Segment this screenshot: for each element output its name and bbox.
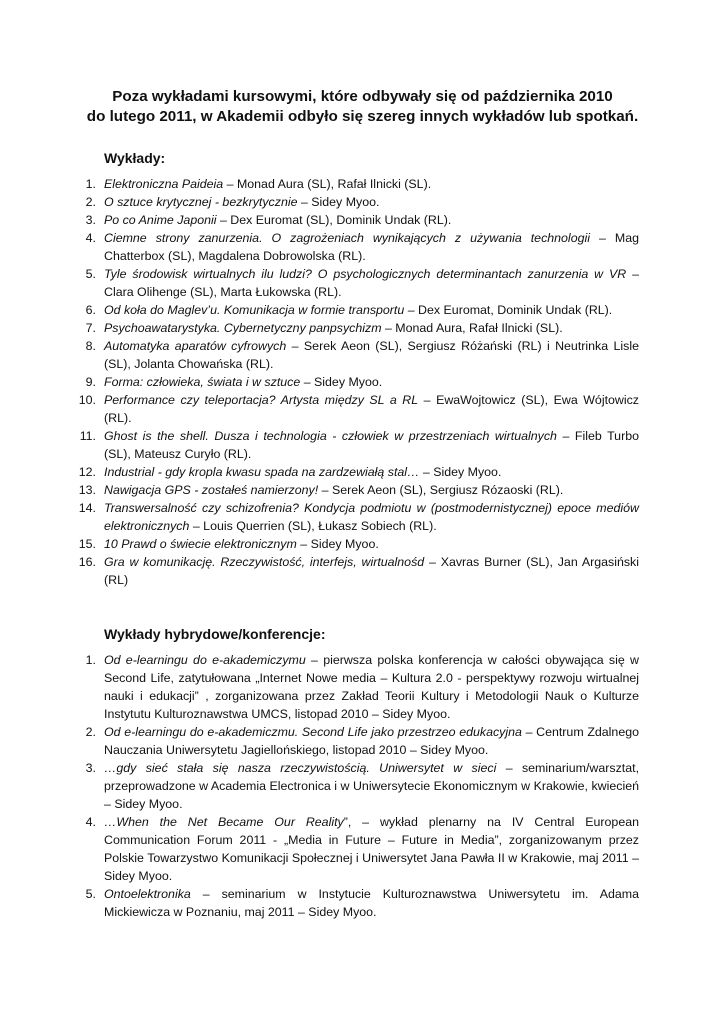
list-item-text <box>104 427 639 463</box>
item-title: …gdy sieć stała się nasza rzeczywistością. Uniwersytet w sieci <box>104 761 497 775</box>
item-details: – Xavras Burner (SL), Jan Argasiński (RL) <box>104 555 639 587</box>
item-title: Ontoelektronika <box>104 887 191 901</box>
item-title: 10 Prawd o świecie elektronicznym <box>104 537 297 551</box>
list-item-text <box>104 463 639 481</box>
list-item-number: 7. <box>85 321 96 335</box>
title-line-1: Poza wykładami kursowymi, które odbywały się od października 2010 <box>112 88 613 105</box>
list-item-number: 1. <box>85 177 96 191</box>
list-item-number: 16. <box>78 555 96 569</box>
item-title: Ciemne strony zanurzenia. O zagrożeniach wynikających z używania technologii <box>104 231 590 245</box>
list-item-number: 12. <box>78 465 96 479</box>
title-line-2: do lutego 2011, w Akademii odbyło się szereg innych wykładów lub spotkań. <box>86 108 639 125</box>
item-details: – seminarium w Instytucie Kulturoznawstwa Uniwersytetu im. Adama Mickiewicza w Poznaniu, maj 2011 – Sidey Myoo. <box>104 887 639 919</box>
list-item <box>0 723 725 759</box>
list-item <box>0 651 725 723</box>
item-title: Automatyka aparatów cyfrowych <box>104 339 287 353</box>
list-item <box>0 373 725 391</box>
list-item-text <box>104 301 639 319</box>
list-item <box>0 319 725 337</box>
list-item <box>0 813 725 885</box>
list-item <box>0 553 725 589</box>
list-item-text <box>104 337 639 373</box>
item-details: – Sidey Myoo. <box>300 375 383 389</box>
list-item-number: 15. <box>78 537 96 551</box>
list-item-text <box>104 553 639 589</box>
item-details: – Clara Olihenge (SL), Marta Łukowska (RL). <box>104 267 639 299</box>
hybrid-lectures-heading: Wykłady hybrydowe/konferencje: <box>104 626 326 642</box>
list-item <box>0 391 725 427</box>
item-title: Od koła do Maglev’u. Komunikacja w formie transportu <box>104 303 405 317</box>
item-title: …When the Net Became Our Reality <box>104 815 344 829</box>
list-item-number: 2. <box>85 725 96 739</box>
list-item-text <box>104 885 639 921</box>
item-title: Forma: człowieka, świata i w sztuce <box>104 375 301 389</box>
lectures-list <box>0 175 725 589</box>
list-item-text <box>104 499 639 535</box>
list-item-number: 1. <box>85 653 96 667</box>
list-item-text <box>104 211 639 229</box>
item-details: – Louis Querrien (SL), Łukasz Sobiech (RL). <box>189 519 437 533</box>
list-item-text <box>104 373 639 391</box>
hybrid-lectures-list <box>0 651 725 921</box>
item-title: Po co Anime Japonii <box>104 213 217 227</box>
list-item-number: 6. <box>85 303 96 317</box>
item-details: – Monad Aura (SL), Rafał Ilnicki (SL). <box>223 177 432 191</box>
list-item-text <box>104 651 639 723</box>
list-item-text <box>104 265 639 301</box>
lectures-heading: Wykłady: <box>104 150 166 166</box>
list-item-text <box>104 759 639 813</box>
list-item-text <box>104 813 639 885</box>
item-details: – Serek Aeon (SL), Sergiusz Rózaoski (RL). <box>318 483 564 497</box>
list-item <box>0 265 725 301</box>
list-item-number: 3. <box>85 213 96 227</box>
list-item <box>0 193 725 211</box>
item-title: Transwersalność czy schizofrenia? Kondycja podmiotu w (postmodernistycznej) epoce mediów elektronicznych <box>104 501 639 533</box>
list-item <box>0 337 725 373</box>
list-item <box>0 301 725 319</box>
item-details: – Dex Euromat, Dominik Undak (RL). <box>404 303 613 317</box>
list-item <box>0 499 725 535</box>
list-item-number: 9. <box>85 375 96 389</box>
item-details: – seminarium/warsztat, przeprowadzone w Academia Electronica i w Uniwersytecie Ekonomicznym w Krakowie, kwiecień – Sidey Myoo. <box>104 761 640 811</box>
list-item-number: 8. <box>85 339 96 353</box>
list-item <box>0 535 725 553</box>
list-item <box>0 427 725 463</box>
list-item-number: 5. <box>85 267 96 281</box>
item-title: Industrial - gdy kropla kwasu spada na zardzewiałą stal… <box>104 465 420 479</box>
list-item-number: 3. <box>85 761 96 775</box>
item-details: – Centrum Zdalnego Nauczania Uniwersytetu Jagiellońskiego, listopad 2010 – Sidey Myoo. <box>104 725 639 757</box>
list-item-text <box>104 535 639 553</box>
list-item <box>0 229 725 265</box>
list-item-number: 4. <box>85 231 96 245</box>
item-details: – EwaWojtowicz (SL), Ewa Wójtowicz (RL). <box>104 393 640 425</box>
list-item <box>0 481 725 499</box>
item-details: – Sidey Myoo. <box>296 537 379 551</box>
item-title: Od e-learningu do e-akademiczmu. Second Life jako przestrzeo edukacyjna <box>104 725 522 739</box>
item-title: O sztuce krytycznej - bezkrytycznie <box>104 195 298 209</box>
list-item <box>0 885 725 921</box>
list-item-number: 2. <box>85 195 96 209</box>
list-item-text <box>104 175 639 193</box>
item-details: ”, – wykład plenarny na IV Central European Communication Forum 2011 - „Media in Future – Future in Media”, zorganizowanym przez Polskie Towarzystwo Komunikacji Społecznej i Uniwersytet Jana Pawła II w Krakowie, maj 2011 – Sidey Myoo. <box>104 815 639 883</box>
item-title: Nawigacja GPS - zostałeś namierzony! <box>104 483 319 497</box>
list-item-number: 11. <box>79 429 96 443</box>
list-item-text <box>104 229 639 265</box>
item-title: Performance czy teleportacja? Artysta między SL a RL <box>104 393 419 407</box>
item-title: Tyle środowisk wirtualnych ilu ludzi? O psychologicznych determinantach zanurzenia w VR <box>104 267 627 281</box>
list-item-number: 14. <box>78 501 96 515</box>
list-item-text <box>104 481 639 499</box>
item-details: – Fileb Turbo (SL), Mateusz Curyło (RL). <box>104 429 639 461</box>
list-item-text <box>104 391 639 427</box>
list-item <box>0 211 725 229</box>
item-title: Od e-learningu do e-akademiczymu <box>104 653 306 667</box>
list-item <box>0 175 725 193</box>
list-item <box>0 463 725 481</box>
list-item-number: 10. <box>78 393 96 407</box>
list-item-text <box>104 319 639 337</box>
item-title: Gra w komunikację. Rzeczywistość, interfejs, wirtualnośd <box>104 555 425 569</box>
item-details: – Monad Aura, Rafał Ilnicki (SL). <box>381 321 563 335</box>
item-details: – Dex Euromat (SL), Dominik Undak (RL). <box>216 213 452 227</box>
item-details: – Mag Chatterbox (SL), Magdalena Dobrowolska (RL). <box>104 231 639 263</box>
list-item-number: 5. <box>85 887 96 901</box>
item-details: – pierwsza polska konferencja w całości obywająca się w Second Life, zatytułowana „Internet Nowe media – Kultura 2.0 - perspektywy rozwoju wirtualnej nauki i edukacji” , zorganizowana przez Zakład Teorii Kultury i Metodologii Nauk o Kulturze Instytutu Kulturoznawstwa UMCS, listopad 2010 – Sidey Myoo. <box>104 653 639 721</box>
item-title: Ghost is the shell. Dusza i technologia - człowiek w przestrzeniach wirtualnych <box>104 429 557 443</box>
list-item-text <box>104 723 639 759</box>
item-title: Psychoawatarystyka. Cybernetyczny panpsychizm <box>104 321 382 335</box>
item-details: – Sidey Myoo. <box>297 195 380 209</box>
list-item-number: 13. <box>78 483 96 497</box>
item-title: Elektroniczna Paideia <box>104 177 224 191</box>
item-details: – Sidey Myoo. <box>419 465 502 479</box>
page-title <box>60 87 665 127</box>
item-details: – Serek Aeon (SL), Sergiusz Różański (RL) i Neutrinka Lisle (SL), Jolanta Chowańska (RL). <box>104 339 639 371</box>
list-item <box>0 759 725 813</box>
list-item-number: 4. <box>85 815 96 829</box>
list-item-text <box>104 193 639 211</box>
